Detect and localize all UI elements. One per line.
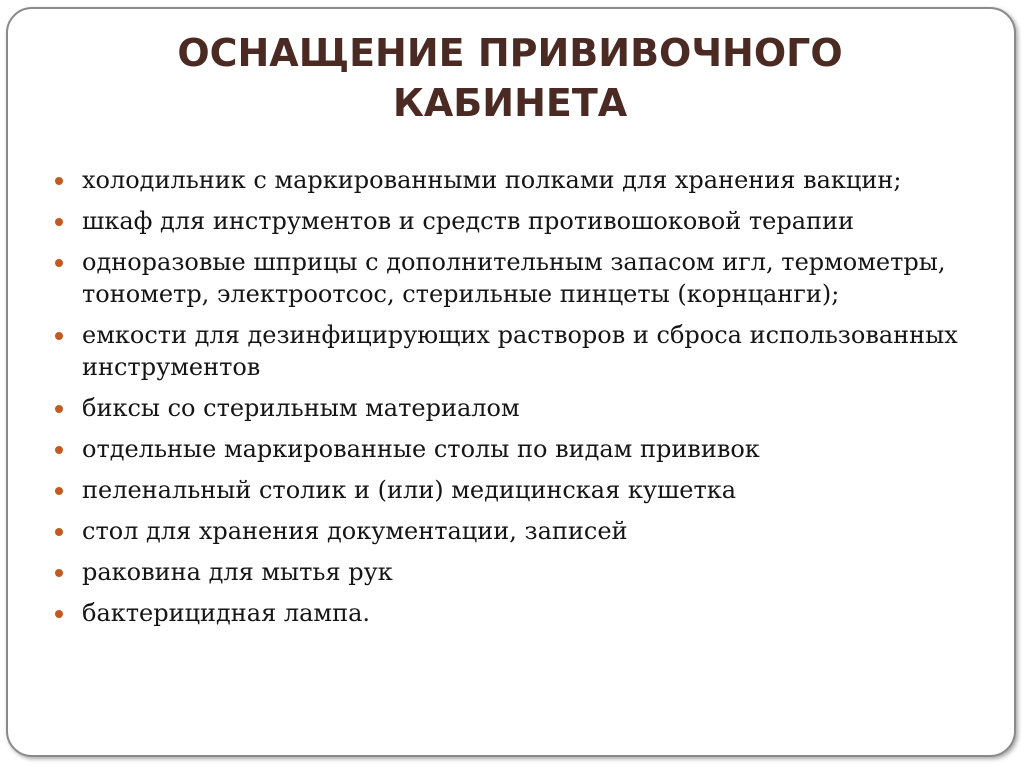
- list-item: [52, 164, 992, 196]
- list-item: [52, 597, 992, 629]
- bullet-dot-icon: [55, 610, 63, 618]
- bullet-dot-icon: [55, 177, 63, 185]
- list-item: [52, 474, 992, 506]
- list-item: [52, 515, 992, 547]
- bullet-dot-icon: [55, 487, 63, 495]
- list-item-text: холодильник с маркированными полками для хранения вакцин;: [82, 166, 902, 194]
- list-item-text: стол для хранения документации, записей: [82, 517, 628, 545]
- bullet-dot-icon: [55, 259, 63, 267]
- list-item-text: биксы со стерильным материалом: [82, 394, 520, 422]
- list-item-text: бактерицидная лампа.: [82, 599, 371, 627]
- bullet-dot-icon: [55, 446, 63, 454]
- list-item-text: отдельные маркированные столы по видам прививок: [82, 435, 760, 463]
- list-item-text: одноразовые шприцы с дополнительным запасом игл, термометры, тонометр, электроотсос, стерильные пинцеты (корнцанги);: [82, 248, 946, 308]
- list-item: [52, 205, 992, 237]
- list-item-text: шкаф для инструментов и средств противошоковой терапии: [82, 207, 855, 235]
- slide-title-line-1: ОСНАЩЕНИЕ ПРИВИВОЧНОГО: [177, 31, 843, 75]
- slide-title: [90, 28, 930, 128]
- list-item-text: раковина для мытья рук: [82, 558, 393, 586]
- bullet-dot-icon: [55, 218, 63, 226]
- slide-title-line-2: КАБИНЕТА: [392, 81, 628, 125]
- bullet-dot-icon: [55, 569, 63, 577]
- bullet-dot-icon: [55, 528, 63, 536]
- list-item: [52, 319, 992, 383]
- list-item: [52, 556, 992, 588]
- list-item: [52, 392, 992, 424]
- bullet-dot-icon: [55, 405, 63, 413]
- equipment-list: [52, 164, 992, 638]
- list-item: [52, 433, 992, 465]
- list-item-text: пеленальный столик и (или) медицинская кушетка: [82, 476, 737, 504]
- list-item: [52, 246, 992, 310]
- bullet-dot-icon: [55, 332, 63, 340]
- list-item-text: емкости для дезинфицирующих растворов и сброса использованных инструментов: [82, 321, 958, 381]
